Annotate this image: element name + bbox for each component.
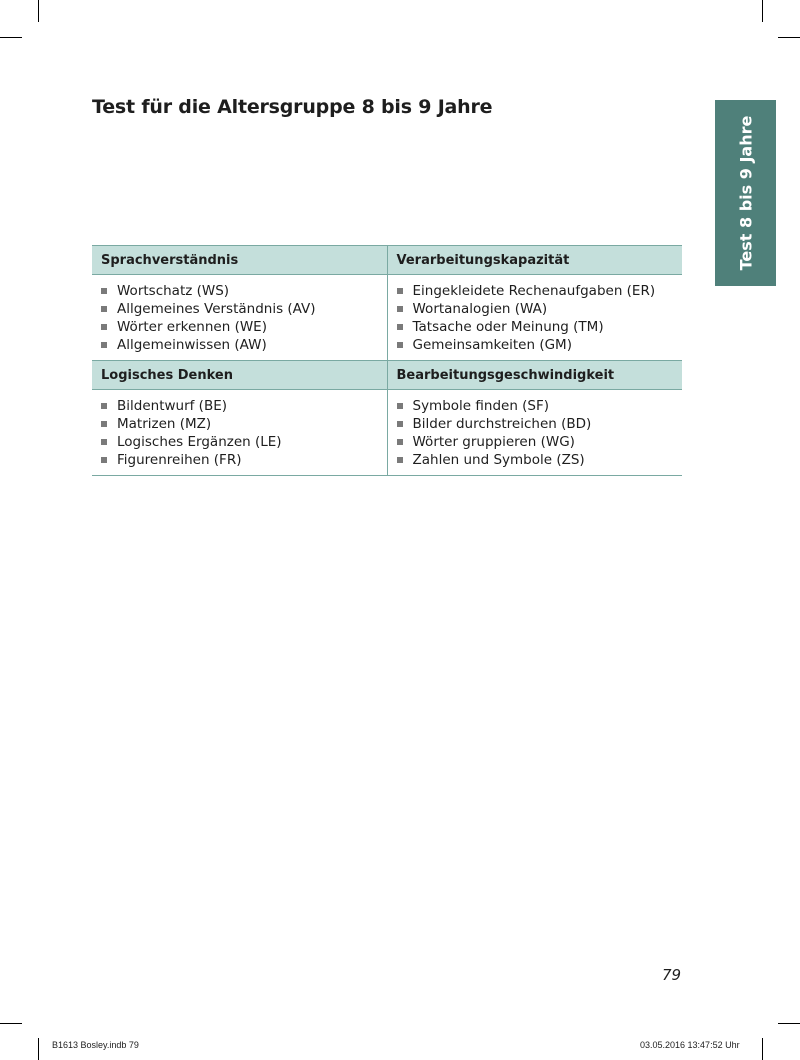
side-tab-label: Test 8 bis 9 Jahre [736,115,755,271]
square-bullet-icon [397,421,403,427]
list-item: Wörter gruppieren (WG) [397,433,683,451]
square-bullet-icon [101,457,107,463]
square-bullet-icon [101,288,107,294]
chapter-side-tab [715,100,776,286]
list-item: Matrizen (MZ) [101,415,387,433]
table-header-cell: Sprachverständnis [92,246,387,275]
page-title: Test für die Altersgruppe 8 bis 9 Jahre [92,96,493,118]
subtest-table [92,245,682,476]
subtest-list [397,282,683,354]
square-bullet-icon [397,342,403,348]
square-bullet-icon [101,324,107,330]
square-bullet-icon [101,421,107,427]
table-header-cell: Bearbeitungsgeschwindigkeit [387,361,682,390]
list-item: Tatsache oder Meinung (TM) [397,318,683,336]
subtest-list [397,397,683,469]
list-item: Figurenreihen (FR) [101,451,387,469]
list-item: Bildentwurf (BE) [101,397,387,415]
list-item: Gemeinsamkeiten (GM) [397,336,683,354]
table-row [92,275,682,361]
table-header-row [92,246,682,275]
footer-timestamp: 03.05.2016 13:47:52 Uhr [640,1040,740,1050]
footer-file-info: B1613 Bosley.indb 79 [52,1040,139,1050]
table-cell [92,390,387,476]
square-bullet-icon [101,342,107,348]
list-item: Wortschatz (WS) [101,282,387,300]
table-row [92,390,682,476]
list-item: Wörter erkennen (WE) [101,318,387,336]
list-item: Zahlen und Symbole (ZS) [397,451,683,469]
list-item: Wortanalogien (WA) [397,300,683,318]
table-header-cell: Logisches Denken [92,361,387,390]
crop-mark [778,1023,800,1024]
crop-mark [0,1023,22,1024]
table-cell [387,275,682,361]
square-bullet-icon [397,439,403,445]
table-header-cell: Verarbeitungskapazität [387,246,682,275]
square-bullet-icon [101,306,107,312]
crop-mark [0,37,22,38]
subtest-list [101,397,387,469]
list-item: Bilder durchstreichen (BD) [397,415,683,433]
square-bullet-icon [397,288,403,294]
square-bullet-icon [101,403,107,409]
table-cell [387,390,682,476]
crop-mark [778,37,800,38]
crop-mark [762,1038,763,1060]
table-header-row [92,361,682,390]
square-bullet-icon [397,457,403,463]
page-number: 79 [662,966,682,984]
table-cell [92,275,387,361]
square-bullet-icon [397,306,403,312]
square-bullet-icon [101,439,107,445]
list-item: Symbole finden (SF) [397,397,683,415]
subtest-list [101,282,387,354]
crop-mark [762,0,763,22]
list-item: Eingekleidete Rechenaufgaben (ER) [397,282,683,300]
list-item: Logisches Ergänzen (LE) [101,433,387,451]
square-bullet-icon [397,403,403,409]
list-item: Allgemeines Verständnis (AV) [101,300,387,318]
list-item: Allgemeinwissen (AW) [101,336,387,354]
square-bullet-icon [397,324,403,330]
crop-mark [38,1038,39,1060]
crop-mark [38,0,39,22]
